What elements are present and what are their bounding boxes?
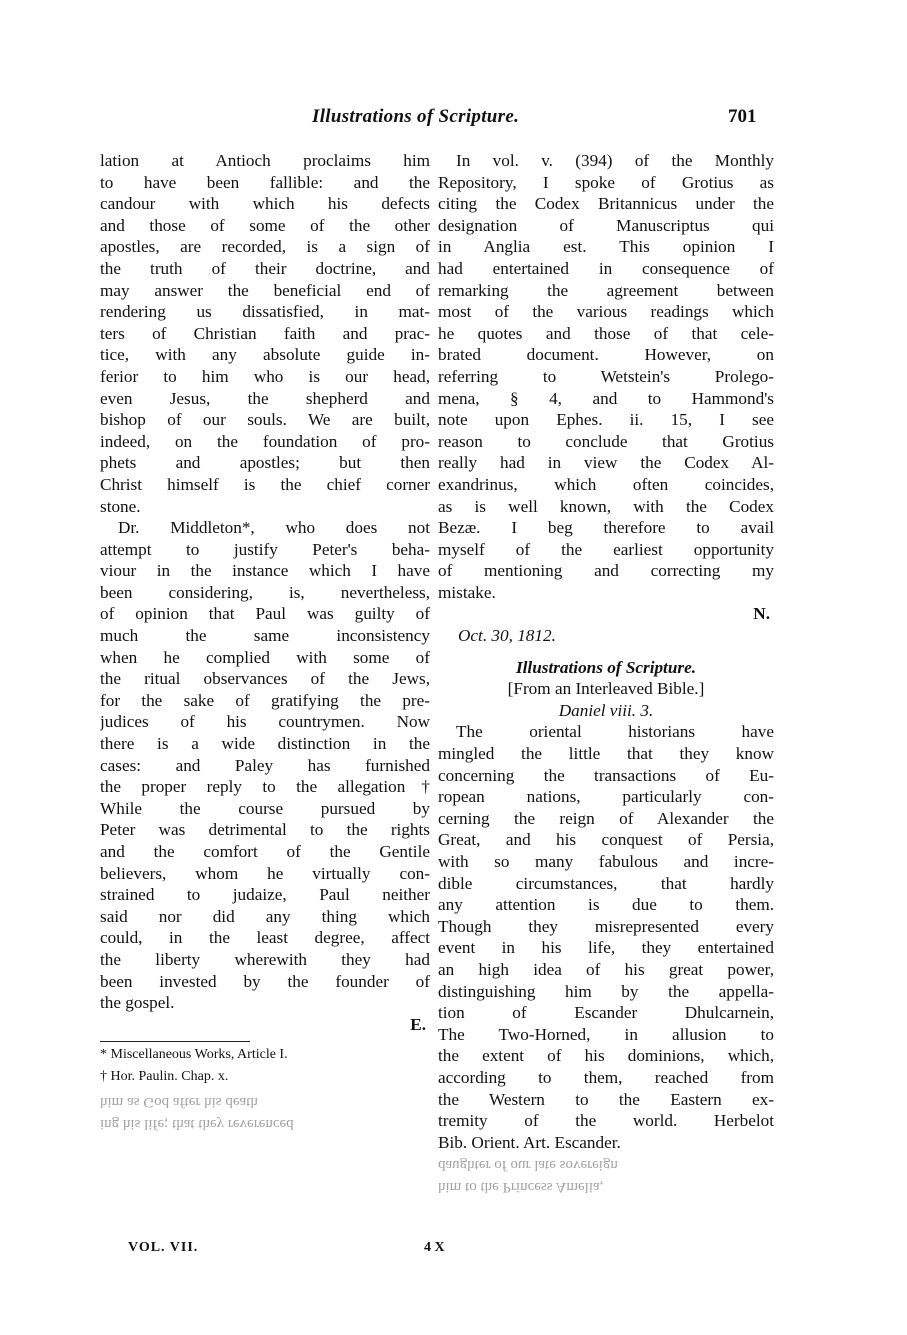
text-line: even Jesus, the shepherd and bbox=[100, 388, 430, 408]
text-line: mingled the little that they know bbox=[438, 744, 774, 764]
text-line: been considering, is, nevertheless, bbox=[100, 582, 430, 602]
section-title: Illustrations of Scripture. bbox=[515, 657, 697, 677]
text-line: phets and apostles; but then bbox=[100, 453, 430, 473]
text-line: with so many fabulous and incre- bbox=[438, 852, 774, 871]
text-line: an high idea of his great power, bbox=[438, 959, 774, 979]
text-line: the proper reply to the allegation† bbox=[100, 777, 430, 797]
text-line: said nor did any thing which bbox=[100, 906, 430, 926]
text-line: had entertained in consequence of bbox=[438, 258, 774, 278]
text-line: tice, with any absolute guide in- bbox=[100, 345, 430, 365]
footnote-rule bbox=[100, 1041, 250, 1042]
text-line: may answer the beneficial end of bbox=[100, 280, 430, 300]
page-header bbox=[0, 106, 907, 136]
text-line: note upon Ephes. ii. 15, I see bbox=[438, 410, 774, 430]
text-line: and the comfort of the Gentile bbox=[100, 842, 430, 861]
section-body bbox=[438, 721, 774, 1153]
text-line: Bezæ. I beg therefore to avail bbox=[438, 518, 774, 538]
text-line: judices of his countrymen. Now bbox=[100, 712, 430, 732]
bleed-through-text-right bbox=[438, 1153, 774, 1196]
bleed-through-line: him to the Princess Amelia, bbox=[438, 1179, 604, 1196]
text-line: rendering us dissatisfied, in mat- bbox=[100, 302, 430, 322]
text-line: Peter was detrimental to the rights bbox=[100, 820, 430, 840]
text-line: concerning the transactions of Eu- bbox=[438, 765, 774, 785]
text-line: mistake. bbox=[438, 582, 496, 602]
page-number: 701 bbox=[728, 106, 757, 127]
text-line: the Western to the Eastern ex- bbox=[438, 1089, 774, 1109]
footnote-line: * Miscellaneous Works, Article I. bbox=[100, 1047, 288, 1063]
text-line: distinguishing him by the appella- bbox=[438, 981, 774, 1001]
text-line: any attention is due to them. bbox=[438, 895, 774, 915]
text-line: cases: and Paley has furnished bbox=[100, 755, 430, 775]
text-line: bishop of our souls. We are built, bbox=[100, 410, 430, 430]
page-footer bbox=[0, 1240, 907, 1264]
text-line: the truth of their doctrine, and bbox=[100, 258, 430, 278]
text-line: While the course pursued by bbox=[100, 798, 430, 818]
text-line: and those of some of the other bbox=[100, 215, 430, 235]
text-line: indeed, on the foundation of pro- bbox=[100, 431, 430, 451]
scripture-reference: Daniel viii. 3. bbox=[558, 700, 654, 720]
text-line: the extent of his dominions, which, bbox=[438, 1046, 774, 1066]
text-line: event in his life, they entertained bbox=[438, 938, 774, 958]
section-source: [From an Interleaved Bible.] bbox=[507, 679, 705, 699]
footnote-line: † Hor. Paulin. Chap. x. bbox=[100, 1068, 229, 1084]
text-line: Great, and his conquest of Persia, bbox=[438, 830, 774, 850]
text-line: as is well known, with the Codex bbox=[438, 496, 774, 516]
text-line: could, in the least degree, affect bbox=[100, 928, 430, 948]
text-line: Dr. Middleton*, who does not bbox=[118, 518, 430, 538]
text-line: myself of the earliest opportunity bbox=[438, 539, 774, 559]
text-line: tion of Escander Dhulcarnein, bbox=[438, 1003, 774, 1023]
text-line: citing the Codex Britannicus under the bbox=[438, 194, 774, 214]
right-column bbox=[438, 150, 774, 1197]
text-line: brated document. However, on bbox=[438, 345, 774, 365]
text-line: Bib. Orient. Art. Escander. bbox=[438, 1132, 621, 1152]
footnotes bbox=[100, 1046, 430, 1089]
text-line: ferior to him who is our head, bbox=[100, 366, 430, 386]
running-title: Illustrations of Scripture. bbox=[312, 106, 520, 127]
text-line: been invested by the founder of bbox=[100, 971, 430, 991]
text-line: dible circumstances, that hardly bbox=[438, 873, 774, 893]
right-signoff: N. bbox=[753, 604, 770, 624]
text-line: according to them, reached from bbox=[438, 1067, 774, 1087]
text-line: designation of Manuscriptus qui bbox=[438, 215, 774, 235]
text-line: tremity of the world. Herbelot bbox=[438, 1111, 774, 1131]
text-line: exandrinus, which often coincides, bbox=[438, 474, 774, 494]
text-line: the ritual observances of the Jews, bbox=[100, 669, 430, 689]
text-line: when he complied with some of bbox=[100, 647, 430, 667]
text-line: really had in view the Codex Al- bbox=[438, 453, 774, 473]
bleed-through-text-left bbox=[100, 1090, 430, 1133]
right-column-text bbox=[438, 150, 774, 603]
text-line: strained to judaize, Paul neither bbox=[100, 885, 430, 905]
text-line: ters of Christian faith and prac- bbox=[100, 323, 430, 343]
text-line: viour in the instance which I have bbox=[100, 561, 430, 581]
text-line: The oriental historians have bbox=[456, 722, 774, 742]
text-line: there is a wide distinction in the bbox=[100, 734, 430, 754]
bleed-through-line: ing his life; that they reverenced bbox=[100, 1115, 294, 1132]
letter-date: Oct. 30, 1812. bbox=[458, 626, 556, 646]
text-line: of mentioning and correcting my bbox=[438, 561, 774, 581]
text-line: believers, whom he virtually con- bbox=[100, 863, 430, 883]
text-line: in Anglia est. This opinion I bbox=[438, 237, 774, 257]
text-line: of opinion that Paul was guilty of bbox=[100, 604, 430, 624]
text-line: lation at Antioch proclaims him bbox=[100, 151, 430, 170]
text-line: referring to Wetstein's Prolego- bbox=[438, 366, 774, 386]
text-line: the liberty wherewith they had bbox=[100, 949, 430, 969]
volume-label: VOL. VII. bbox=[128, 1240, 199, 1255]
text-line: Christ himself is the chief corner bbox=[100, 474, 430, 494]
text-line: the gospel. bbox=[100, 993, 175, 1013]
text-line: for the sake of gratifying the pre- bbox=[100, 690, 430, 710]
left-column-text bbox=[100, 150, 430, 1014]
bleed-through-line: daughter of our late sovereign bbox=[438, 1157, 618, 1174]
left-column bbox=[100, 150, 430, 1133]
text-line: Though they misrepresented every bbox=[438, 916, 774, 936]
left-signoff: E. bbox=[410, 1014, 426, 1034]
text-line: mena, § 4, and to Hammond's bbox=[438, 388, 774, 408]
text-line: candour with which his defects bbox=[100, 194, 430, 214]
text-line: he quotes and those of that cele- bbox=[438, 323, 774, 343]
text-line: apostles, are recorded, is a sign of bbox=[100, 237, 430, 257]
text-line: much the same inconsistency bbox=[100, 626, 430, 646]
text-line: Repository, I spoke of Grotius as bbox=[438, 172, 774, 192]
text-line: The Two-Horned, in allusion to bbox=[438, 1024, 774, 1044]
signature-mark: 4 X bbox=[424, 1240, 445, 1255]
bleed-through-line: him as God after his death bbox=[100, 1094, 258, 1111]
text-line: cerning the reign of Alexander the bbox=[438, 808, 774, 828]
text-line: In vol. v. (394) of the Monthly bbox=[456, 151, 774, 170]
text-line: reason to conclude that Grotius bbox=[438, 431, 774, 451]
text-line: remarking the agreement between bbox=[438, 280, 774, 300]
text-line: stone. bbox=[100, 496, 141, 516]
text-line: attempt to justify Peter's beha- bbox=[100, 539, 430, 559]
text-line: to have been fallible: and the bbox=[100, 172, 430, 192]
text-line: ropean nations, particularly con- bbox=[438, 787, 774, 807]
text-line: most of the various readings which bbox=[438, 302, 774, 322]
